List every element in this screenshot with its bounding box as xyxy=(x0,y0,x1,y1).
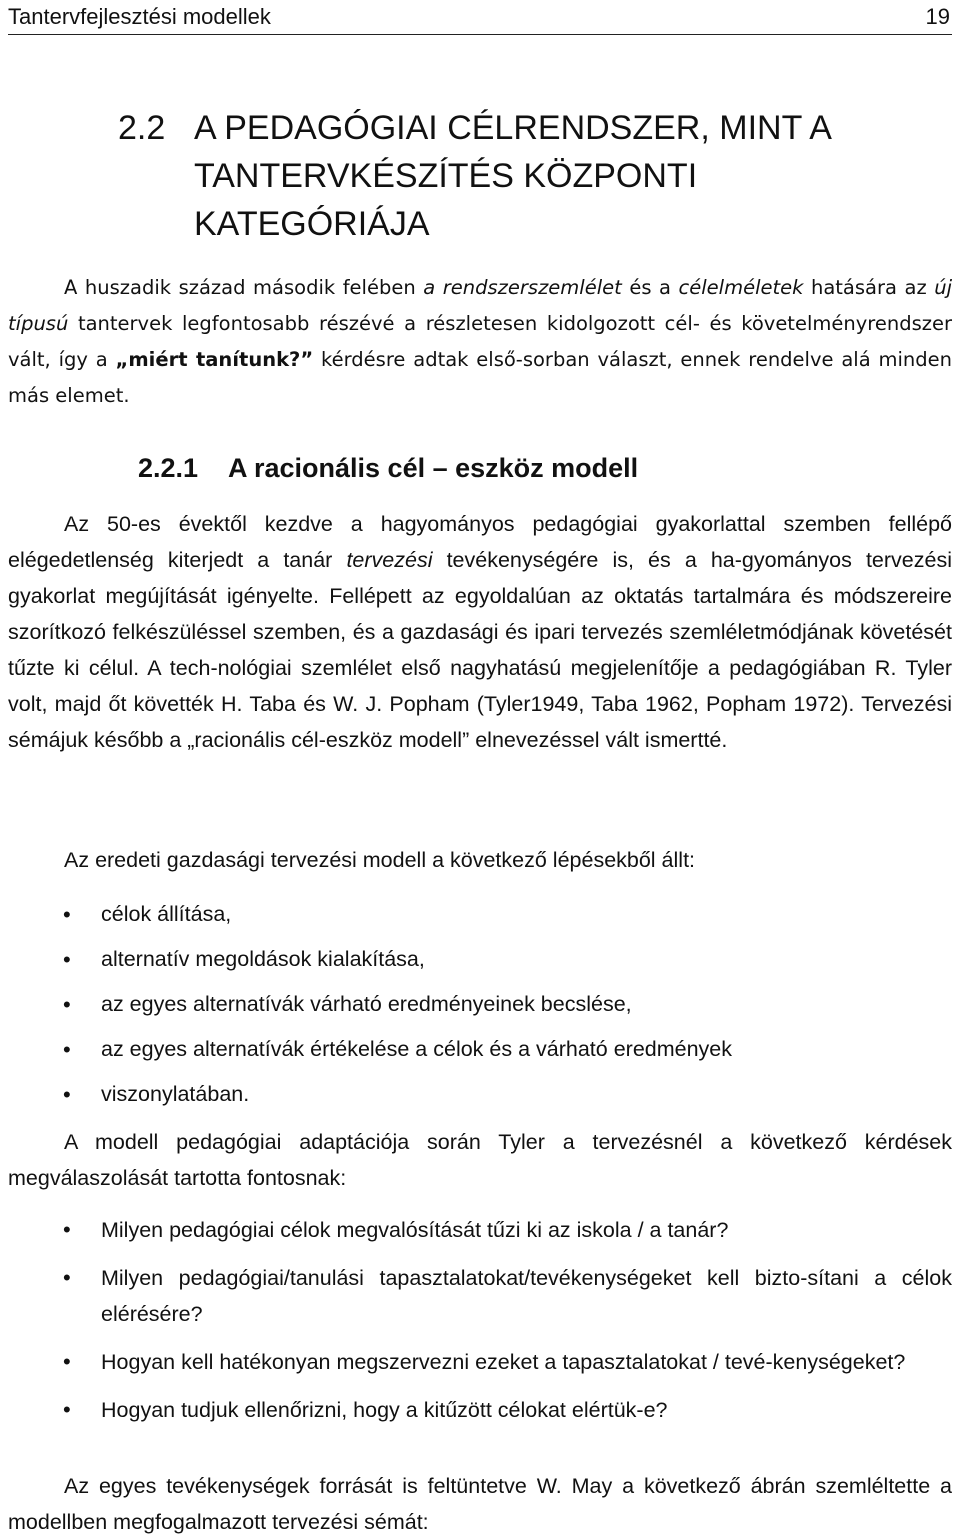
subsection-heading xyxy=(138,448,638,488)
bullet-icon: • xyxy=(63,947,71,972)
subsection-number: 2.2.1 xyxy=(138,453,199,483)
list-item: • célok állítása, xyxy=(8,892,952,937)
list-item: • Milyen pedagógiai/tanulási tapasztalatokat/tevékenységeket kell bizto-sítani a célok elérésére? xyxy=(8,1260,952,1332)
list-item: • viszonylatában. xyxy=(8,1072,952,1117)
bullet-icon: • xyxy=(63,1217,71,1242)
list-item: • Hogyan tudjuk ellenőrizni, hogy a kitűzött célokat elértük-e? xyxy=(8,1392,952,1428)
bullet-icon: • xyxy=(63,1397,71,1422)
steps-list xyxy=(8,892,952,1117)
list-item: • Milyen pedagógiai célok megvalósítását tűzi ki az iskola / a tanár? xyxy=(8,1212,952,1248)
intro-paragraph: A huszadik század második felében a rendszerszemlélet és a célelméletek hatására az új típusú tantervek legfontosabb részévé a részletesen kidolgozott cél- és követelményrendszer vált, így a „miért tanítunk?” kérdésre adtak első-sorban választ, ennek rendelve alá minden más elemet. xyxy=(8,276,953,407)
bullet-icon: • xyxy=(63,902,71,927)
section-number: 2.2 xyxy=(118,109,166,147)
subsection-title: A racionális cél – eszköz modell xyxy=(228,453,639,483)
body-paragraph-1: Az 50-es évektől kezdve a hagyományos pedagógiai gyakorlattal szemben fellépő elégedetlenség kiterjedt a tanár tervezési tevékenységére is, és a ha-gyományos tervezési gyakorlat megújítását igényelte. Fellépett az egyoldalúan az oktatás tartalmára és módszereire szorítkozó felkészüléssel szemben, és a gazdasági és ipari tervezés szemléletmódjának követését tűzte ki célul. A tech-nológiai szemlélet első nagyhatású megjelenítője a pedagógiában R. Tyler volt, majd őt követték H. Taba és W. J. Popham (Tyler1949, Taba 1962, Popham 1972). Tervezési sémájuk később a „racionális cél-eszköz modell” elnevezéssel vált ismertté. xyxy=(8,512,952,752)
questions-list xyxy=(8,1212,952,1428)
body-paragraph-3: A modell pedagógiai adaptációja során Tyler a tervezésnél a következő kérdések megválaszolását tartotta fontosnak: xyxy=(8,1130,952,1190)
body-paragraph-2: Az eredeti gazdasági tervezési modell a következő lépésekből állt: xyxy=(64,848,696,872)
list-item: • az egyes alternatívák várható eredményeinek becslése, xyxy=(8,982,952,1027)
bullet-icon: • xyxy=(63,1349,71,1374)
list-item: • Hogyan kell hatékonyan megszervezni ezeket a tapasztalatokat / tevé-kenységeket? xyxy=(8,1344,952,1380)
list-item: • alternatív megoldások kialakítása, xyxy=(8,937,952,982)
page-number: 19 xyxy=(925,4,950,29)
section-heading xyxy=(118,104,918,248)
bullet-icon: • xyxy=(63,1082,71,1107)
header-title: Tantervfejlesztési modellek xyxy=(8,4,271,29)
bullet-icon: • xyxy=(63,1265,71,1290)
running-header xyxy=(8,2,952,35)
bullet-icon: • xyxy=(63,1037,71,1062)
list-item: • az egyes alternatívák értékelése a célok és a várható eredmények xyxy=(8,1027,952,1072)
bullet-icon: • xyxy=(63,992,71,1017)
body-paragraph-4: Az egyes tevékenységek forrását is feltüntetve W. May a következő ábrán szemléltette a modellben megfogalmazott tervezési sémát: xyxy=(8,1474,952,1534)
section-title: A PEDAGÓGIAI CÉLRENDSZER, MINT A TANTERVKÉSZÍTÉS KÖZPONTI KATEGÓRIÁJA xyxy=(194,109,831,243)
